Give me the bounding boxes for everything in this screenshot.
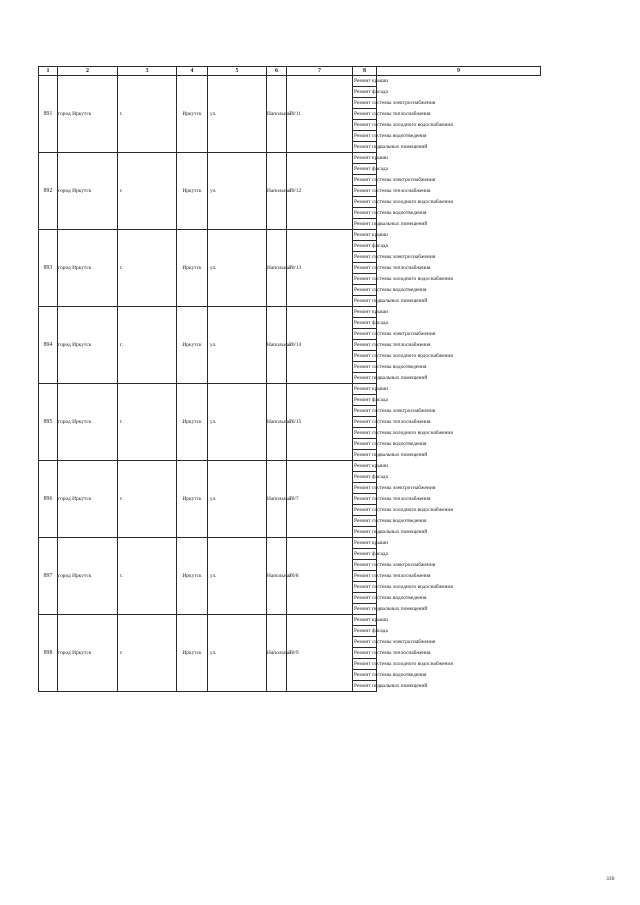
work-type: Ремонт подвальных помещений bbox=[353, 373, 377, 384]
municipality: город Иркутск bbox=[58, 461, 118, 538]
settlement-type: г. bbox=[118, 384, 177, 461]
record-number: 893 bbox=[39, 230, 58, 307]
record-number: 891 bbox=[39, 76, 58, 153]
street-name: Напольная bbox=[267, 615, 287, 692]
municipality: город Иркутск bbox=[58, 230, 118, 307]
header-row bbox=[39, 67, 541, 76]
work-type: Ремонт подвальных помещений bbox=[353, 681, 377, 692]
header-col-4: 4 bbox=[177, 67, 208, 76]
table-row bbox=[39, 230, 541, 241]
work-type: Ремонт системы теплоснабжения bbox=[353, 340, 377, 351]
work-type: Ремонт системы холодного водоснабжения bbox=[353, 659, 377, 670]
settlement-name: Иркутск bbox=[177, 538, 208, 615]
work-type: Ремонт системы электроснабжения bbox=[353, 406, 377, 417]
table-row bbox=[39, 461, 541, 472]
street-name: Напольная bbox=[267, 76, 287, 153]
header-col-9: 9 bbox=[377, 67, 541, 76]
header-col-8: 8 bbox=[353, 67, 377, 76]
table-row bbox=[39, 153, 541, 164]
work-type: Ремонт системы электроснабжения bbox=[353, 560, 377, 571]
work-type: Ремонт подвальных помещений bbox=[353, 142, 377, 153]
work-type: Ремонт системы теплоснабжения bbox=[353, 186, 377, 197]
work-type: Ремонт системы теплоснабжения bbox=[353, 494, 377, 505]
settlement-type: г. bbox=[118, 461, 177, 538]
settlement-name: Иркутск bbox=[177, 384, 208, 461]
settlement-name: Иркутск bbox=[177, 230, 208, 307]
work-type: Ремонт фасада bbox=[353, 87, 377, 98]
work-type: Ремонт системы холодного водоснабжения bbox=[353, 428, 377, 439]
house-number: 70/11 bbox=[287, 76, 353, 153]
work-type: Ремонт системы водоотведения bbox=[353, 285, 377, 296]
work-type: Ремонт системы водоотведения bbox=[353, 208, 377, 219]
work-type: Ремонт фасада bbox=[353, 164, 377, 175]
settlement-type: г. bbox=[118, 76, 177, 153]
work-type: Ремонт системы электроснабжения bbox=[353, 483, 377, 494]
house-number: 70/7 bbox=[287, 461, 353, 538]
work-type: Ремонт системы электроснабжения bbox=[353, 329, 377, 340]
work-type: Ремонт системы холодного водоснабжения bbox=[353, 505, 377, 516]
work-type: Ремонт системы водоотведения bbox=[353, 670, 377, 681]
table-row bbox=[39, 538, 541, 549]
street-type: ул. bbox=[208, 153, 267, 230]
page-number: 330 bbox=[606, 876, 615, 882]
record-number: 898 bbox=[39, 615, 58, 692]
work-type: Ремонт крыши bbox=[353, 461, 377, 472]
street-name: Напольная bbox=[267, 307, 287, 384]
street-type: ул. bbox=[208, 230, 267, 307]
settlement-type: г. bbox=[118, 307, 177, 384]
street-type: ул. bbox=[208, 615, 267, 692]
settlement-name: Иркутск bbox=[177, 615, 208, 692]
street-name: Напольная bbox=[267, 538, 287, 615]
work-type: Ремонт подвальных помещений bbox=[353, 450, 377, 461]
record-number: 892 bbox=[39, 153, 58, 230]
work-type: Ремонт системы водоотведения bbox=[353, 131, 377, 142]
work-type: Ремонт системы водоотведения bbox=[353, 439, 377, 450]
work-type: Ремонт системы водоотведения bbox=[353, 516, 377, 527]
work-type: Ремонт системы теплоснабжения bbox=[353, 263, 377, 274]
work-type: Ремонт системы электроснабжения bbox=[353, 637, 377, 648]
municipality: город Иркутск bbox=[58, 384, 118, 461]
repair-schedule-table bbox=[38, 66, 541, 692]
work-type: Ремонт фасада bbox=[353, 395, 377, 406]
header-col-6: 6 bbox=[267, 67, 287, 76]
header-col-3: 3 bbox=[118, 67, 177, 76]
street-name: Напольная bbox=[267, 461, 287, 538]
work-type: Ремонт системы водоотведения bbox=[353, 362, 377, 373]
municipality: город Иркутск bbox=[58, 76, 118, 153]
work-type: Ремонт системы теплоснабжения bbox=[353, 109, 377, 120]
work-type: Ремонт фасада bbox=[353, 549, 377, 560]
header-col-1: 1 bbox=[39, 67, 58, 76]
table-row bbox=[39, 307, 541, 318]
settlement-type: г. bbox=[118, 538, 177, 615]
work-type: Ремонт системы холодного водоснабжения bbox=[353, 351, 377, 362]
work-type: Ремонт системы холодного водоснабжения bbox=[353, 120, 377, 131]
work-type: Ремонт крыши bbox=[353, 384, 377, 395]
settlement-name: Иркутск bbox=[177, 307, 208, 384]
work-type: Ремонт системы холодного водоснабжения bbox=[353, 197, 377, 208]
header-col-2: 2 bbox=[58, 67, 118, 76]
work-type: Ремонт подвальных помещений bbox=[353, 527, 377, 538]
municipality: город Иркутск bbox=[58, 153, 118, 230]
municipality: город Иркутск bbox=[58, 307, 118, 384]
header-col-7: 7 bbox=[287, 67, 353, 76]
work-type: Ремонт подвальных помещений bbox=[353, 604, 377, 615]
work-type: Ремонт фасада bbox=[353, 241, 377, 252]
house-number: 70/8 bbox=[287, 538, 353, 615]
work-type: Ремонт системы теплоснабжения bbox=[353, 648, 377, 659]
work-type: Ремонт крыши bbox=[353, 153, 377, 164]
work-type: Ремонт системы холодного водоснабжения bbox=[353, 582, 377, 593]
house-number: 70/14 bbox=[287, 307, 353, 384]
work-type: Ремонт крыши bbox=[353, 538, 377, 549]
settlement-name: Иркутск bbox=[177, 76, 208, 153]
record-number: 895 bbox=[39, 384, 58, 461]
settlement-type: г. bbox=[118, 615, 177, 692]
street-name: Напольная bbox=[267, 384, 287, 461]
street-type: ул. bbox=[208, 538, 267, 615]
house-number: 70/12 bbox=[287, 153, 353, 230]
settlement-name: Иркутск bbox=[177, 153, 208, 230]
street-name: Напольная bbox=[267, 230, 287, 307]
work-type: Ремонт крыши bbox=[353, 76, 377, 87]
header-col-5: 5 bbox=[208, 67, 267, 76]
work-type: Ремонт системы водоотведения bbox=[353, 593, 377, 604]
work-type: Ремонт крыши bbox=[353, 307, 377, 318]
work-type: Ремонт подвальных помещений bbox=[353, 296, 377, 307]
municipality: город Иркутск bbox=[58, 538, 118, 615]
street-type: ул. bbox=[208, 384, 267, 461]
work-type: Ремонт системы теплоснабжения bbox=[353, 417, 377, 428]
settlement-name: Иркутск bbox=[177, 461, 208, 538]
work-type: Ремонт системы электроснабжения bbox=[353, 175, 377, 186]
record-number: 896 bbox=[39, 461, 58, 538]
record-number: 894 bbox=[39, 307, 58, 384]
table-row bbox=[39, 384, 541, 395]
work-type: Ремонт крыши bbox=[353, 615, 377, 626]
street-type: ул. bbox=[208, 461, 267, 538]
work-type: Ремонт фасада bbox=[353, 318, 377, 329]
house-number: 70/15 bbox=[287, 384, 353, 461]
house-number: 70/9 bbox=[287, 615, 353, 692]
table-body bbox=[39, 76, 541, 692]
municipality: город Иркутск bbox=[58, 615, 118, 692]
street-name: Напольная bbox=[267, 153, 287, 230]
work-type: Ремонт системы электроснабжения bbox=[353, 98, 377, 109]
table-row bbox=[39, 615, 541, 626]
work-type: Ремонт системы электроснабжения bbox=[353, 252, 377, 263]
record-number: 897 bbox=[39, 538, 58, 615]
work-type: Ремонт подвальных помещений bbox=[353, 219, 377, 230]
work-type: Ремонт фасада bbox=[353, 626, 377, 637]
work-type: Ремонт крыши bbox=[353, 230, 377, 241]
work-type: Ремонт системы теплоснабжения bbox=[353, 571, 377, 582]
settlement-type: г. bbox=[118, 230, 177, 307]
work-type: Ремонт фасада bbox=[353, 472, 377, 483]
street-type: ул. bbox=[208, 307, 267, 384]
street-type: ул. bbox=[208, 76, 267, 153]
settlement-type: г. bbox=[118, 153, 177, 230]
house-number: 70/13 bbox=[287, 230, 353, 307]
table-row bbox=[39, 76, 541, 87]
work-type: Ремонт системы холодного водоснабжения bbox=[353, 274, 377, 285]
